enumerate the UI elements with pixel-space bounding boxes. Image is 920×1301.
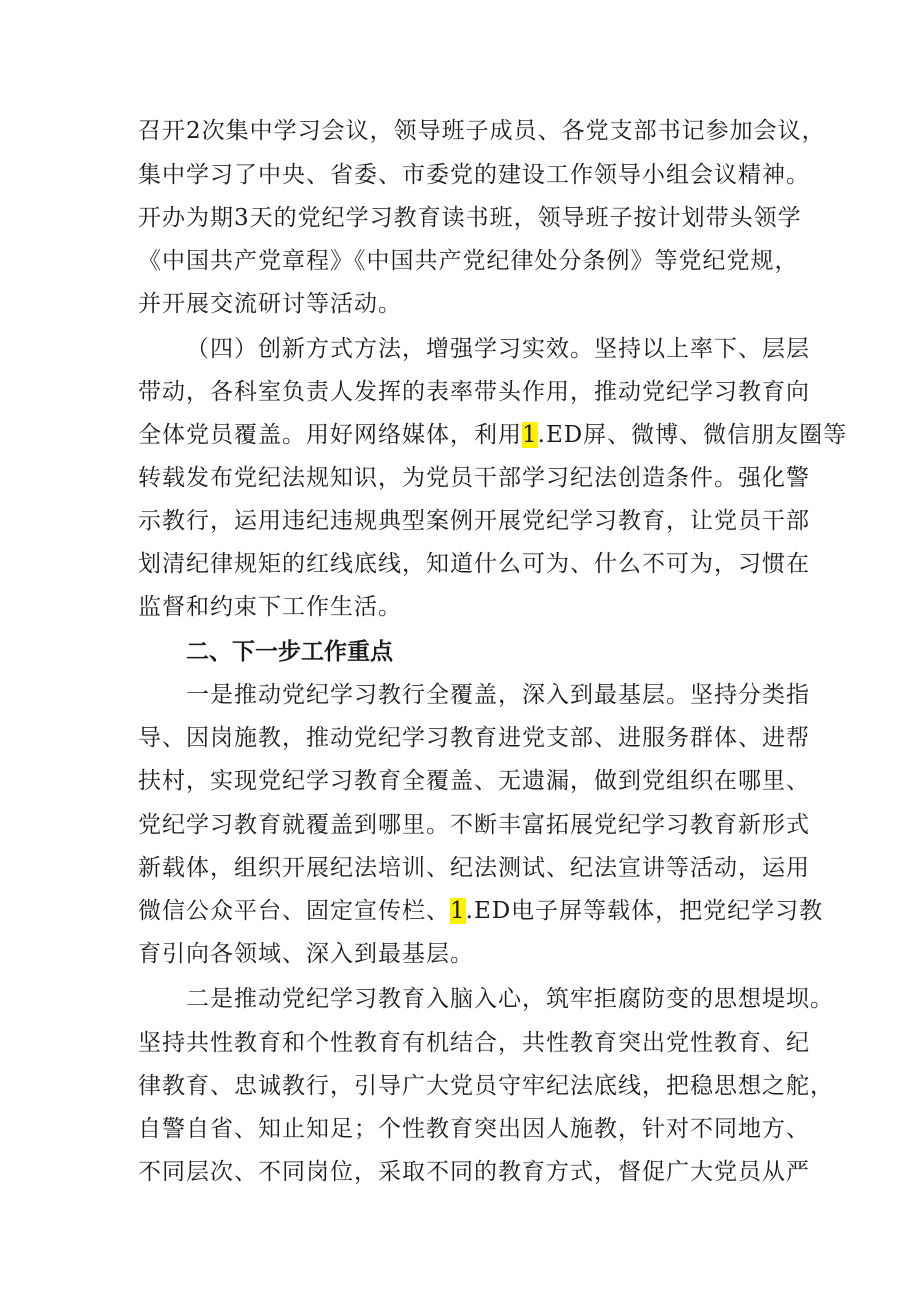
paragraph-line: 监督和约束下工作生活。 xyxy=(138,594,402,620)
paragraph-line: 扶村，实现党纪学习教育全覆盖、无遗漏，做到党组织在哪里、 xyxy=(138,768,810,794)
paragraph-line: 划清纪律规矩的红线底线，知道什么可为、什么不可为，习惯在 xyxy=(138,551,810,577)
paragraph-line xyxy=(138,420,848,450)
line-text: 微信公众平台、固定宣传栏、 xyxy=(138,898,450,924)
line-text: 全体党员覆盖。用好网络媒体，利用 xyxy=(138,422,522,448)
paragraph-line: 党纪学习教育就覆盖到哪里。不断丰富拓展党纪学习教育新形式 xyxy=(138,812,810,838)
paragraph-line: 坚持共性教育和个性教育有机结合，共性教育突出党性教育、纪 xyxy=(138,1030,810,1056)
paragraph-line xyxy=(138,896,824,926)
paragraph-line: 带动，各科室负责人发挥的表率带头作用，推动党纪学习教育向 xyxy=(138,379,810,405)
paragraph-line: 自警自省、知止知足；个性教育突出因人施教，针对不同地方、 xyxy=(138,1116,810,1142)
paragraph-line: 并开展交流研讨等活动。 xyxy=(138,291,402,317)
section-heading: 二、下一步工作重点 xyxy=(186,639,393,665)
paragraph-line: 律教育、忠诚教行，引导广大党员守牢纪法底线，把稳思想之舵， xyxy=(138,1073,834,1099)
paragraph-line: 示教行，运用违纪违规典型案例开展党纪学习教育，让党员干部 xyxy=(138,508,810,534)
highlighted-text: 1 xyxy=(450,898,466,924)
paragraph-line: 召开2次集中学习会议，领导班子成员、各党支部书记参加会议， xyxy=(138,118,826,144)
paragraph-line: 导、因岗施教，推动党纪学习教育进党支部、进服务群体、进帮 xyxy=(138,725,810,751)
paragraph-line: （四）创新方式方法，增强学习实效。坚持以上率下、层层 xyxy=(186,336,810,362)
paragraph-line: 不同层次、不同岗位，采取不同的教育方式，督促广大党员从严 xyxy=(138,1159,810,1185)
paragraph-line: 新载体，组织开展纪法培训、纪法测试、纪法宣讲等活动，运用 xyxy=(138,855,810,881)
highlighted-text: 1 xyxy=(522,422,538,448)
paragraph-line: 开办为期3天的党纪学习教育读书班，领导班子按计划带头领学 xyxy=(138,205,802,231)
line-text: .ED屏、微博、微信朋友圈等 xyxy=(537,422,848,448)
paragraph-line: 一是推动党纪学习教行全覆盖，深入到最基层。坚持分类指 xyxy=(186,682,810,708)
paragraph-line: 二是推动党纪学习教育入脑入心，筑牢拒腐防变的思想堤坝。 xyxy=(186,986,834,1012)
paragraph-line: 集中学习了中央、省委、市委党的建设工作领导小组会议精神。 xyxy=(138,162,810,188)
paragraph-line: 转载发布党纪法规知识，为党员干部学习纪法创造条件。强化警 xyxy=(138,465,810,491)
paragraph-line: 《中国共产党章程》《中国共产党纪律处分条例》等党纪党规， xyxy=(138,248,799,274)
line-text: .ED电子屏等载体，把党纪学习教 xyxy=(465,898,824,924)
paragraph-line: 育引向各领域、深入到最基层。 xyxy=(138,941,474,967)
